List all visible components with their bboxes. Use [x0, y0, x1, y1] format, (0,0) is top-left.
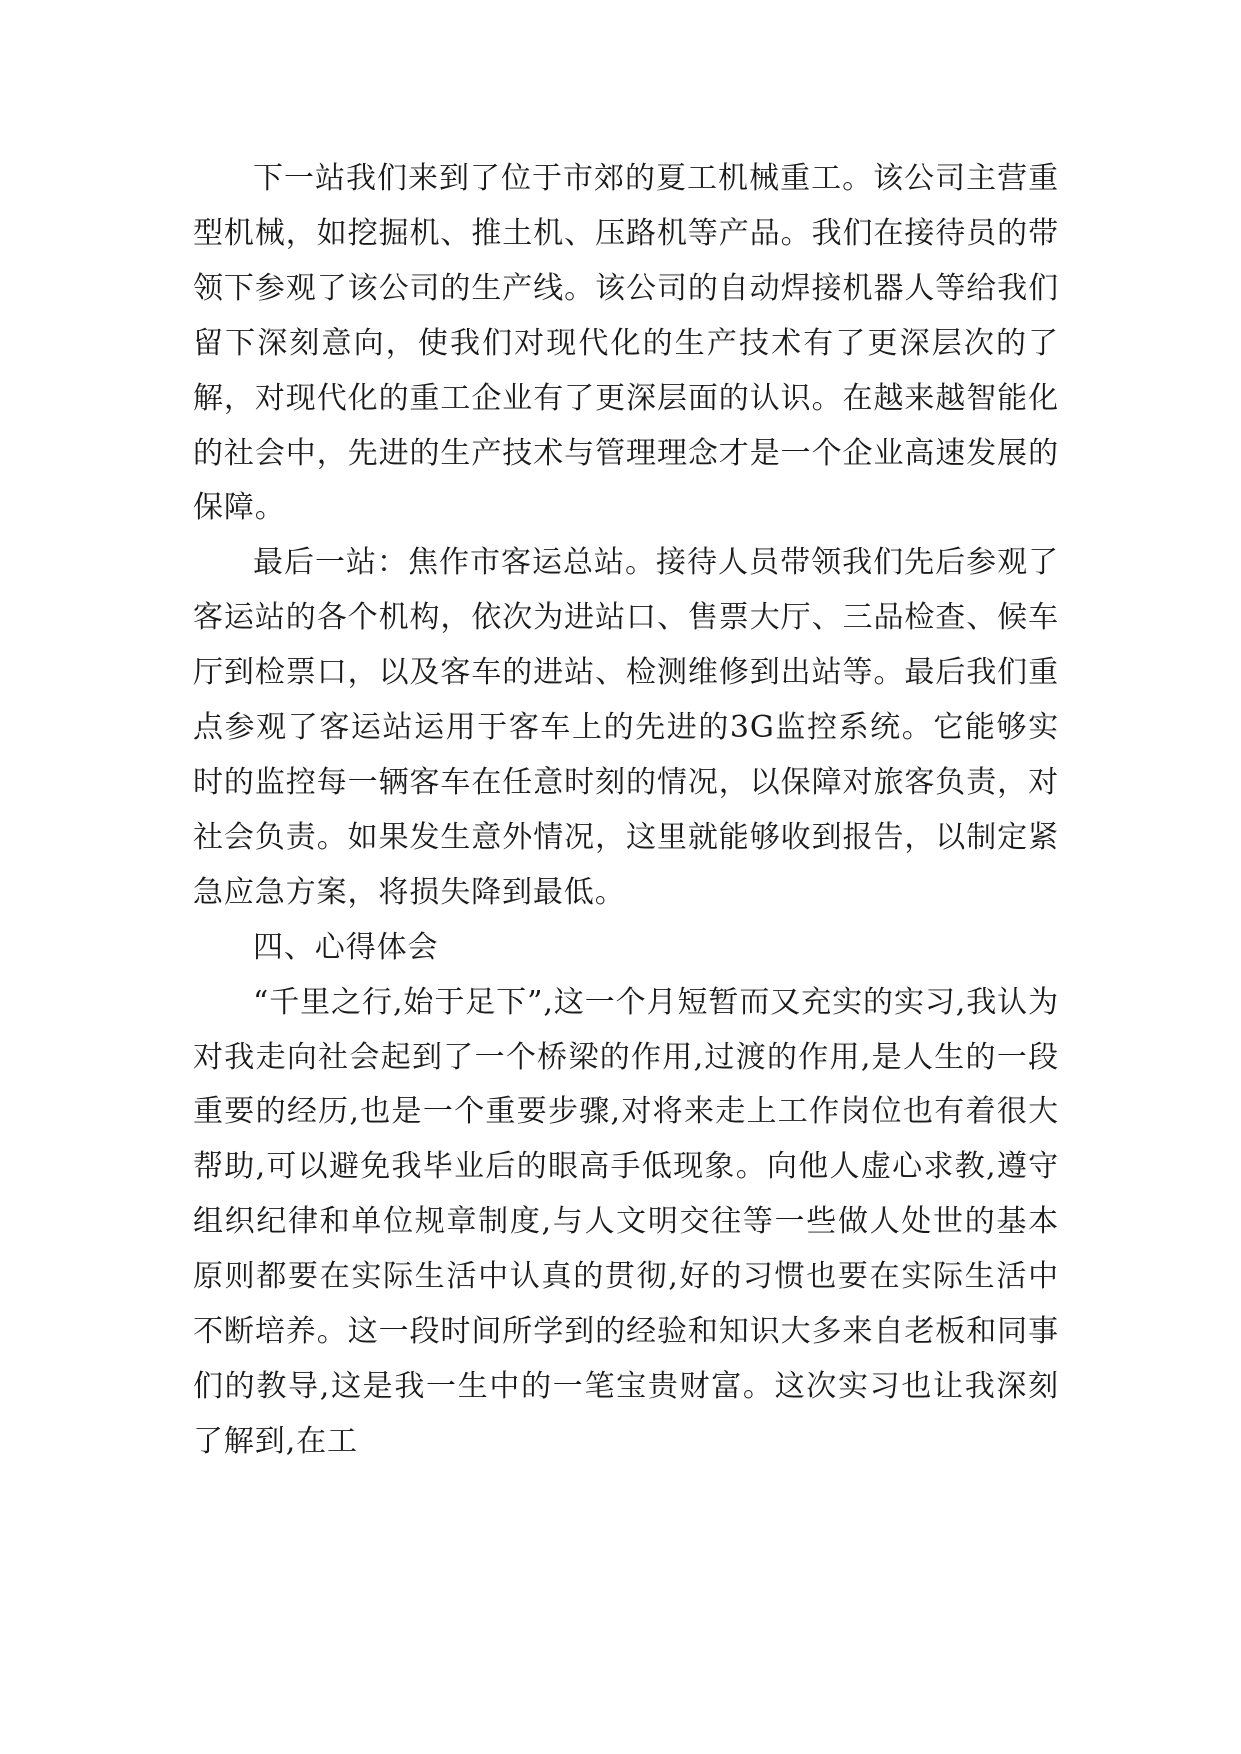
paragraph-xiagong-visit: 下一站我们来到了位于市郊的夏工机械重工。该公司主营重型机械，如挖掘机、推土机、压路机等产品。我们在接待员的带领下参观了该公司的生产线。该公司的自动焊接机器人等给我们留下深刻意向，使我们对现代化的生产技术有了更深层次的了解，对现代化的重工企业有了更深层面的认识。在越来越智能化的社会中，先进的生产技术与管理理念才是一个企业高速发展的保障。 [193, 161, 1059, 526]
section-heading: 四、心得体会 [253, 929, 439, 965]
document-body [193, 152, 1059, 1470]
paragraph-bus-station-visit: 最后一站：焦作市客运总站。接待人员带领我们先后参观了客运站的各个机构，依次为进站口、售票大厅、三品检查、候车厅到检票口，以及客车的进站、检测维修到出站等。最后我们重点参观了客运站运用于客车上的先进的3G监控系统。它能够实时的监控每一辆客车在任意时刻的情况，以保障对旅客负责，对社会负责。如果发生意外情况，这里就能够收到报告，以制定紧急应急方案，将损失降到最低。 [193, 545, 1059, 910]
paragraph-reflections: “千里之行,始于足下”,这一个月短暂而又充实的实习,我认为对我走向社会起到了一个桥梁的作用,过渡的作用,是人生的一段重要的经历,也是一个重要步骤,对将来走上工作岗位也有着很大帮助,可以避免我毕业后的眼高手低现象。向他人虚心求教,遵守组织纪律和单位规章制度,与人文明交往等一些做人处世的基本原则都要在实际生活中认真的贯彻,好的习惯也要在实际生活中不断培养。这一段时间所学到的经验和知识大多来自老板和同事们的教导,这是我一生中的一笔宝贵财富。这次实习也让我深刻了解到,在工 [193, 984, 1059, 1459]
